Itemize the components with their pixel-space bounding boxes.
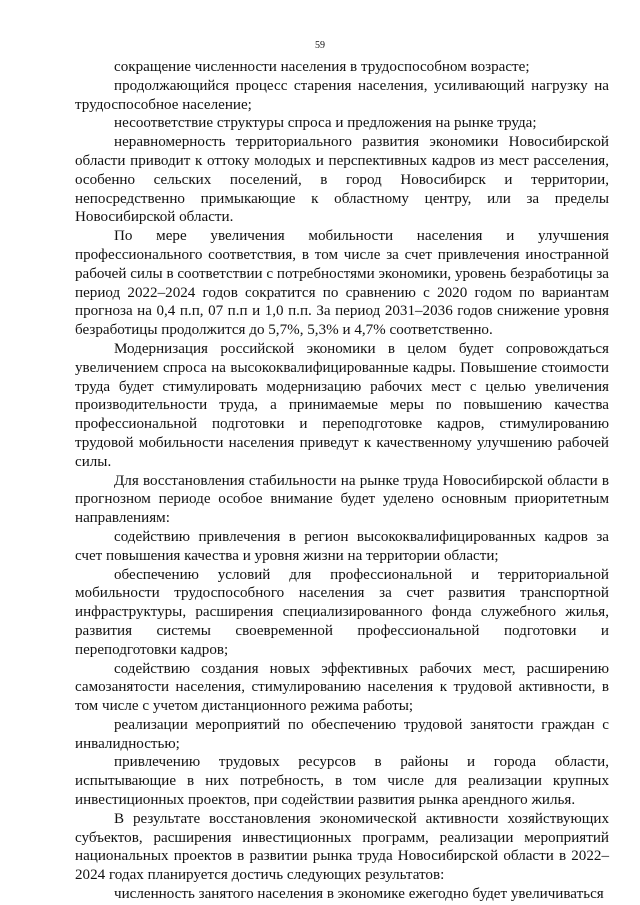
paragraph-14: численность занятого населения в экономике ежегодно будет увеличиваться	[114, 886, 604, 903]
paragraph-11: реализации мероприятий по обеспечению трудовой занятости граждан с инвалидностью;	[75, 716, 609, 752]
paragraph-4: неравномерность территориального развития экономики Новосибирской области приводит к оттоку молодых и перспективных кадров из мест расселения, особенно сельских поселений, в город Новосибирск и территории, непосредственно примыкающие к областному центру, или за пределы Новосибирской области.	[75, 134, 609, 226]
paragraph-5: По мере увеличения мобильности населения и улучшения профессионального соответствия, в том числе за счет привлечения иностранной рабочей силы в соответствии с потребностями экономики, уровень безработицы за период 2022–2024 годов сократится по сравнению с 2020 годом по вариантам прогноза на 0,4 п.п, 07 п.п и 1,0 п.п. За период 2031–2036 годов снижение уровня безработицы продолжится до 5,7%, 5,3% и 4,7% соответственно.	[75, 228, 610, 339]
paragraph-2: продолжающийся процесс старения населения, усиливающий нагрузку на трудоспособное население;	[75, 77, 609, 113]
paragraph-7: Для восстановления стабильности на рынке труда Новосибирской области в прогнозном периоде особое внимание будет уделено основным приоритетным направлениям:	[75, 472, 609, 527]
paragraph-6: Модернизация российской экономики в целом будет сопровождаться увеличением спроса на высококвалифицированные кадры. Повышение стоимости труда будет стимулировать модернизацию рабочих мест с целью увеличения производительности труда, а принимаемые меры по повышению качества профессиональной подготовки и переподготовке кадров, стимулированию трудовой мобильности населения приведут к качественному улучшению рабочей силы.	[75, 340, 609, 470]
paragraph-3: несоответствие структуры спроса и предложения на рынке труда;	[114, 115, 537, 132]
paragraph-12: привлечению трудовых ресурсов в районы и города области, испытывающие в них потребность, в том числе для реализации крупных инвестиционных проектов, при содействии развития рынка арендного жилья.	[75, 754, 609, 809]
paragraph-9: обеспечению условий для профессиональной и территориальной мобильности трудоспособного населения за счет развития транспортной инфраструктуры, расширения специализированного фонда служебного жилья, развития системы своевременной профессиональной подготовки и переподготовки кадров;	[75, 566, 609, 658]
paragraph-1: сокращение численности населения в трудоспособном возрасте;	[114, 59, 530, 75]
paragraph-13: В результате восстановления экономической активности хозяйствующих субъектов, расширения инвестиционных программ, реализации мероприятий национальных проектов в развитии рынка труда Новосибирской области в 2022–2024 годах планируется достичь следующих результатов:	[75, 810, 609, 884]
page-number: 59	[315, 40, 325, 51]
paragraph-10: содействию создания новых эффективных рабочих мест, расширению самозанятости населения, стимулированию населения к трудовой активности, в том числе с учетом дистанционного режима работы;	[75, 660, 609, 715]
paragraph-8: содействию привлечения в регион высококвалифицированных кадров за счет повышения качества и уровня жизни на территории области;	[75, 528, 609, 564]
document-body	[75, 58, 609, 904]
